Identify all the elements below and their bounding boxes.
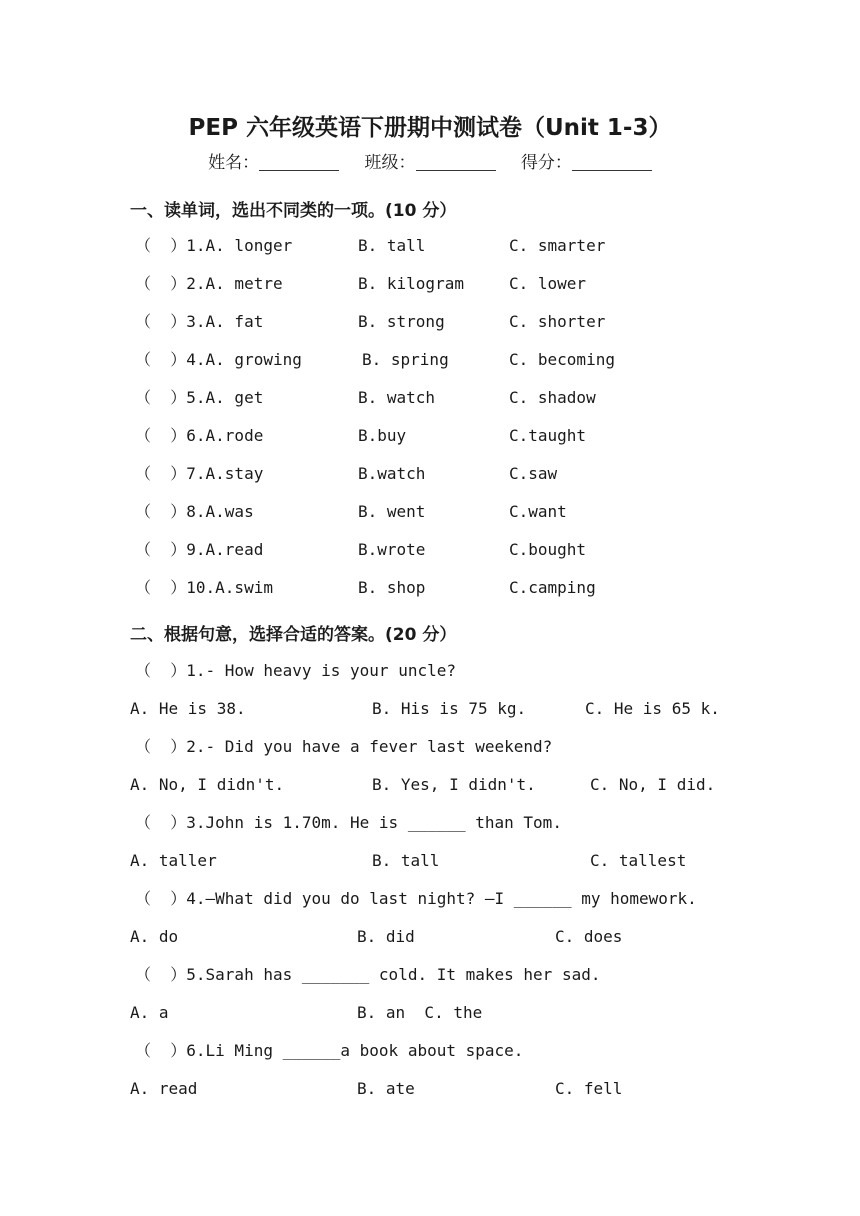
s1-q9-c[interactable]: C.bought: [509, 540, 587, 559]
s1-question-4: [135, 346, 615, 374]
s2-q6-option-b[interactable]: B. ate: [357, 1079, 415, 1098]
name-blank[interactable]: [259, 152, 339, 171]
class-label: 班级：: [364, 153, 416, 173]
s1-question-2: [135, 270, 587, 298]
score-label: 得分：: [520, 153, 572, 173]
score-field[interactable]: [521, 150, 652, 176]
s2-q1-option-c[interactable]: C. He is 65 k.: [585, 699, 720, 718]
s1-q4-b[interactable]: B. spring: [362, 350, 449, 369]
s2-q3-option-a[interactable]: A. taller: [130, 851, 217, 870]
class-blank[interactable]: [416, 152, 496, 171]
s2-q4-option-b[interactable]: B. did: [357, 927, 415, 946]
s2-q2-option-a[interactable]: A. No, I didn't.: [130, 775, 285, 794]
s2-q5-option-a[interactable]: A. a: [130, 1003, 169, 1022]
s1-q6-b[interactable]: B.buy: [358, 426, 407, 445]
s1-q2-c[interactable]: C. lower: [509, 274, 587, 293]
s1-question-7: [135, 460, 558, 488]
s1-q7-c[interactable]: C.saw: [509, 464, 558, 483]
s1-question-1: [135, 232, 606, 260]
s2-q4-option-a[interactable]: A. do: [130, 927, 179, 946]
s2-q2-option-c[interactable]: C. No, I did.: [590, 775, 716, 794]
s1-q3-c[interactable]: C. shorter: [509, 312, 606, 331]
s1-q10-a[interactable]: （ ）10.A.swim: [135, 578, 273, 597]
s2-q3-option-b[interactable]: B. tall: [372, 851, 440, 870]
s2-question-3: （ ）3.John is 1.70m. He is ______ than Tom.: [135, 813, 562, 832]
s2-question-6: （ ）6.Li Ming ______a book about space.: [135, 1041, 524, 1060]
s1-q4-a[interactable]: （ ）4.A. growing: [135, 350, 302, 369]
s1-q1-c[interactable]: C. smarter: [509, 236, 606, 255]
s1-q3-b[interactable]: B. strong: [358, 312, 445, 331]
s1-q8-a[interactable]: （ ）8.A.was: [135, 502, 254, 521]
s1-q1-a[interactable]: （ ）1.A. longer: [135, 236, 293, 255]
s2-question-2: （ ）2.- Did you have a fever last weekend?: [135, 737, 553, 756]
s1-question-3: [135, 308, 606, 336]
s1-q5-b[interactable]: B. watch: [358, 388, 436, 407]
s2-question-4: （ ）4.—What did you do last night? —I ______ my homework.: [135, 889, 697, 908]
s2-q1-option-a[interactable]: A. He is 38.: [130, 699, 246, 718]
s2-q3-option-c[interactable]: C. tallest: [590, 851, 687, 870]
name-label: 姓名：: [208, 153, 260, 173]
s1-q5-a[interactable]: （ ）5.A. get: [135, 388, 264, 407]
s2-q1-option-b[interactable]: B. His is 75 kg.: [372, 699, 527, 718]
s2-q6-option-a[interactable]: A. read: [130, 1079, 198, 1098]
class-field[interactable]: [365, 150, 496, 176]
s2-q2-option-b[interactable]: B. Yes, I didn't.: [372, 775, 536, 794]
s1-q10-b[interactable]: B. shop: [358, 578, 426, 597]
s1-question-5: [135, 384, 596, 412]
s1-q2-a[interactable]: （ ）2.A. metre: [135, 274, 283, 293]
s1-q5-c[interactable]: C. shadow: [509, 388, 596, 407]
s2-question-5: （ ）5.Sarah has _______ cold. It makes her sad.: [135, 965, 601, 984]
section1-heading: 一、读单词，选出不同类的一项。(10 分）: [130, 201, 457, 221]
s1-q3-a[interactable]: （ ）3.A. fat: [135, 312, 264, 331]
s1-q10-c[interactable]: C.camping: [509, 578, 596, 597]
section2-heading: 二、根据句意，选择合适的答案。(20 分）: [130, 625, 457, 645]
student-info: [0, 150, 860, 176]
s1-q1-b[interactable]: B. tall: [358, 236, 426, 255]
s1-q8-c[interactable]: C.want: [509, 502, 567, 521]
s1-q7-a[interactable]: （ ）7.A.stay: [135, 464, 264, 483]
s1-question-8: [135, 498, 567, 526]
s2-q5-option-b[interactable]: B. an C. the: [357, 1003, 483, 1022]
s2-q4-option-c[interactable]: C. does: [555, 927, 623, 946]
s2-question-1: （ ）1.- How heavy is your uncle?: [135, 661, 456, 680]
s1-q4-c[interactable]: C. becoming: [509, 350, 615, 369]
s1-q6-a[interactable]: （ ）6.A.rode: [135, 426, 264, 445]
s1-question-9: [135, 536, 587, 564]
s1-q9-b[interactable]: B.wrote: [358, 540, 426, 559]
s1-question-10: [135, 574, 596, 602]
score-blank[interactable]: [572, 152, 652, 171]
s1-q7-b[interactable]: B.watch: [358, 464, 426, 483]
s1-q8-b[interactable]: B. went: [358, 502, 426, 521]
s1-q9-a[interactable]: （ ）9.A.read: [135, 540, 264, 559]
s1-q6-c[interactable]: C.taught: [509, 426, 587, 445]
name-field[interactable]: [208, 150, 339, 176]
page-title: PEP 六年级英语下册期中测试卷（Unit 1-3）: [188, 115, 672, 141]
s1-question-6: [135, 422, 587, 450]
s2-q6-option-c[interactable]: C. fell: [555, 1079, 623, 1098]
s1-q2-b[interactable]: B. kilogram: [358, 274, 464, 293]
